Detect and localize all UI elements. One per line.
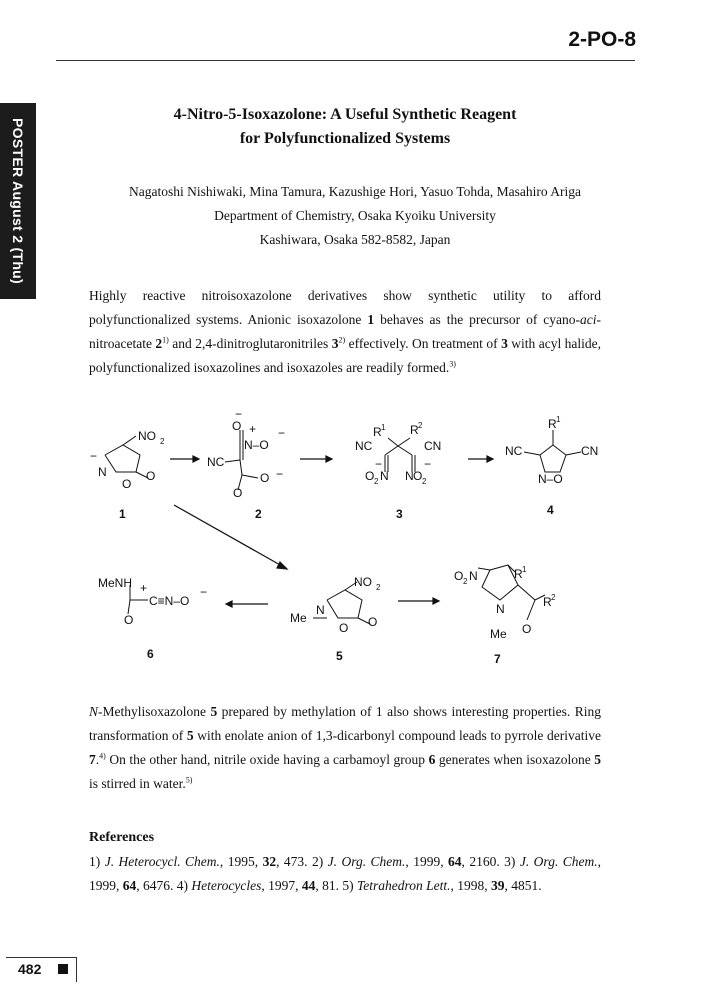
body-text: -Methylisoxazolone [98, 704, 211, 719]
compound-label-2: 2 [255, 507, 262, 521]
ref-text: , 81. 5) [315, 878, 357, 893]
amide-label: MeNH [98, 576, 133, 590]
volume: 64 [122, 878, 137, 893]
subscript: 2 [463, 577, 468, 586]
ref-text: , 4851. [504, 878, 542, 893]
abstract-text: and 2,4-dinitroglutaronitriles [168, 336, 332, 351]
ref-text: , 1999, [405, 854, 449, 869]
abstract-text: effectively. On treatment of [345, 336, 502, 351]
subscript: 2 [374, 477, 379, 486]
atom-n: N [380, 469, 389, 483]
superscript: 1 [556, 415, 561, 424]
atom-n: N [469, 569, 478, 583]
journal-name: J. Heterocycl. Chem. [104, 854, 220, 869]
r-group: R [373, 425, 382, 439]
compound-ref: 5 [594, 752, 601, 767]
superscript: 1 [522, 565, 527, 574]
atom-n: N [316, 603, 325, 617]
author-list: Nagatoshi Nishiwaki, Mina Tamura, Kazushige Hori, Yasuo Tohda, Masahiro Ariga [128, 184, 582, 199]
nitro-label: NO [354, 575, 372, 589]
r-group: R [410, 423, 419, 437]
compound-ref: 6 [428, 752, 436, 767]
ref-text: , 1995, [219, 854, 263, 869]
page-number-box [6, 957, 77, 982]
references-heading: References [89, 830, 155, 845]
compound-ref: 2 [155, 336, 163, 351]
charge-minus: − [278, 426, 286, 440]
charge-minus: − [276, 467, 284, 481]
isoxazole-label: N–O [538, 472, 563, 486]
superscript: 1 [381, 423, 386, 432]
references-section [89, 826, 601, 898]
charge-minus: − [200, 585, 208, 599]
ref-text: , 6476. 4) [136, 878, 192, 893]
nitro-label: O [365, 469, 375, 483]
page-number: 482 [18, 961, 42, 977]
reaction-scheme [0, 400, 704, 680]
ref-text: , 473. 2) [276, 854, 328, 869]
atom-o: O [146, 469, 156, 483]
subscript: 2 [422, 477, 427, 486]
poster-side-tab [0, 103, 36, 299]
atom-n: N [98, 465, 107, 479]
nitrile-label: CN [581, 444, 599, 458]
ref-text: , 1997, [261, 878, 302, 893]
affiliation: Department of Chemistry, Osaka Kyoiku University [214, 208, 496, 223]
methyl-label: Me [490, 627, 507, 641]
compound-label-4: 4 [547, 503, 554, 517]
compound-label-6: 6 [147, 647, 154, 661]
charge-minus: − [375, 457, 383, 471]
nitrile-label: NC [505, 444, 523, 458]
body-text: prepared by methylation of 1 also shows interesting properties. Ring transformation of [89, 704, 601, 743]
citation-mark: 3) [449, 359, 456, 369]
nitro-label: O [454, 569, 464, 583]
atom-n: N [496, 602, 505, 616]
header-rule [56, 60, 635, 61]
side-tab-label: POSTER August 2 (Thu) [10, 118, 26, 284]
atom-o: O [368, 615, 378, 629]
atom-o: O [232, 419, 242, 433]
compound-ref: 5 [186, 728, 194, 743]
nitronate-label: N–O [244, 438, 269, 452]
atom-n: N [405, 469, 414, 483]
citation-mark: 1) [162, 335, 169, 345]
atom-o: O [522, 622, 532, 636]
abstract-paragraph [89, 284, 601, 380]
body-text: . [95, 752, 100, 767]
subscript: 2 [160, 437, 165, 446]
journal-name: J. Org. Chem. [519, 854, 598, 869]
atom-o: O [413, 469, 423, 483]
charge-plus: + [249, 422, 257, 436]
charge-minus: − [235, 407, 243, 421]
nitrile-label: NC [207, 455, 225, 469]
methyl-label: Me [290, 611, 307, 625]
atom-o: O [260, 471, 270, 485]
nitrile-label: NC [355, 439, 373, 453]
abstract-text: behaves as the precursor of cyano- [374, 312, 581, 327]
charge-minus: − [90, 449, 98, 463]
compound-ref: 7 [89, 752, 96, 767]
atom-o: O [122, 477, 132, 491]
nitro-label: NO [138, 429, 156, 443]
compound-numbers [119, 503, 554, 666]
address: Kashiwara, Osaka 582-8582, Japan [259, 232, 451, 247]
title-line-1: 4-Nitro-5-Isoxazolone: A Useful Synthetic Reagent [173, 106, 517, 123]
ref-text: , 1999, [89, 854, 602, 893]
title-line-2: for Polyfunctionalized Systems [239, 130, 451, 147]
r-group: R [543, 595, 552, 609]
paper-title [90, 103, 600, 151]
atom-o: O [233, 486, 243, 500]
journal-name: J. Org. Chem. [327, 854, 406, 869]
atom-o: O [339, 621, 349, 635]
volume: 64 [448, 854, 462, 869]
compound-ref: 3 [501, 336, 508, 351]
charge-minus: − [424, 457, 432, 471]
volume: 44 [301, 878, 316, 893]
nitrile-oxide-label: C≡N–O [149, 594, 190, 608]
body-text: On the other hand, nitrile oxide having a carbamoyl group [105, 752, 429, 767]
abstract-text: Highly reactive nitroisoxazolone derivatives show synthetic utility to afford polyfunctionalized systems. Anionic isoxazolone [89, 288, 601, 327]
author-block [60, 180, 650, 252]
charge-plus: + [140, 581, 148, 595]
body-text: is stirred in water. [89, 776, 186, 791]
nitrile-label: CN [424, 439, 442, 453]
superscript: 2 [551, 593, 556, 602]
ref-text: , 2160. 3) [461, 854, 520, 869]
compound-label-7: 7 [494, 652, 501, 666]
reaction-arrows [170, 456, 493, 607]
body-paragraph [89, 700, 601, 796]
r-group: R [514, 567, 523, 581]
compound-label-5: 5 [336, 649, 343, 663]
citation-mark: 2) [338, 335, 346, 345]
volume: 39 [490, 878, 505, 893]
compound-ref: 3 [331, 336, 339, 351]
body-text: generates when isoxazolone [435, 752, 595, 767]
compound-label-3: 3 [396, 507, 403, 521]
volume: 32 [262, 854, 277, 869]
ref-text: , 1998, [450, 878, 491, 893]
reference-list [89, 850, 601, 898]
compound-label-1: 1 [119, 507, 126, 521]
superscript: 2 [418, 421, 423, 430]
subscript: 2 [376, 583, 381, 592]
atom-labels [90, 407, 598, 641]
journal-name: Tetrahedron Lett. [356, 878, 451, 893]
abstract-text: with acyl halide, polyfunctionalized isoxazolines and isoxazoles are readily formed. [89, 336, 601, 375]
compound-ref: 5 [210, 704, 218, 719]
session-id: 2-PO-8 [568, 28, 636, 51]
abstract-italic: aci [580, 312, 597, 327]
compound-ref: 1 [367, 312, 375, 327]
abstract-text: -nitroacetate [89, 312, 602, 351]
r-group: R [548, 417, 557, 431]
page-marker-square [58, 964, 68, 974]
journal-name: Heterocycles [191, 878, 262, 893]
atom-o: O [124, 613, 134, 627]
body-text: with enolate anion of 1,3-dicarbonyl compound leads to pyrrole derivative [193, 728, 601, 743]
citation-mark: 5) [185, 775, 193, 785]
body-italic: N [89, 704, 99, 719]
ref-text: 1) [89, 854, 105, 869]
citation-mark: 4) [99, 751, 106, 761]
